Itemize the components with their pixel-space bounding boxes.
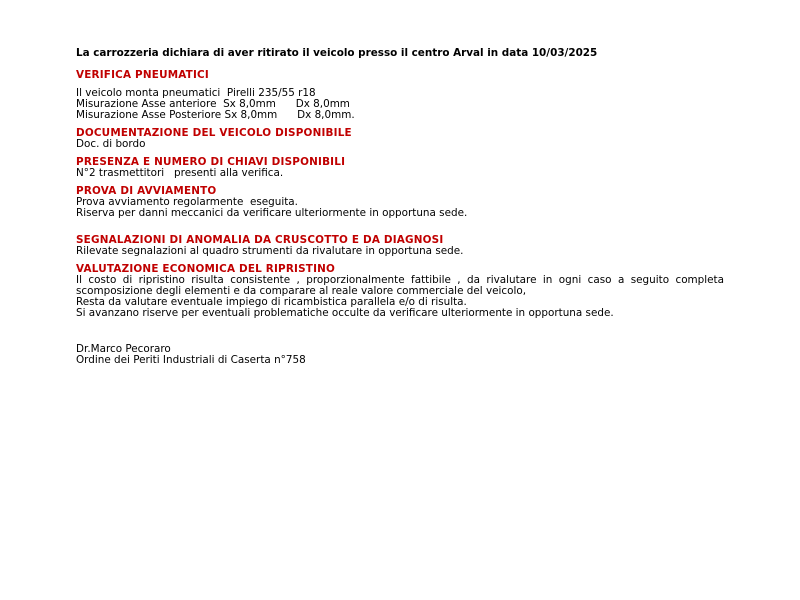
keys-line: N°2 trasmettitori presenti alla verifica.: [76, 167, 284, 179]
startup-result-line: Prova avviamento regolarmente eseguita.: [76, 196, 298, 208]
intro-statement: La carrozzeria dichiara di aver ritirato il veicolo presso il centro Arval in data 10/03/2025: [76, 47, 598, 59]
tyres-rear-axle-line: Misurazione Asse Posteriore Sx 8,0mm Dx 8,0mm.: [76, 109, 355, 121]
diagnosis-line: Rilevate segnalazioni al quadro strumenti da rivalutare in opportuna sede.: [76, 245, 464, 257]
signature-registry: Ordine dei Periti Industriali di Caserta n°758: [76, 354, 306, 366]
economic-parts-paragraph: Resta da valutare eventuale impiego di ricambistica parallela e/o di risulta.: [76, 296, 467, 308]
documents-heading: DOCUMENTAZIONE DEL VEICOLO DISPONIBILE: [76, 127, 352, 139]
report-page: [76, 48, 724, 366]
startup-reserve-line: Riserva per danni meccanici da verificare ulteriormente in opportuna sede.: [76, 207, 468, 219]
economic-reserve-paragraph: Si avanzano riserve per eventuali problematiche occulte da verificare ulteriormente in opportuna sede.: [76, 307, 614, 319]
documents-line: Doc. di bordo: [76, 138, 146, 150]
tyres-brand-line: Il veicolo monta pneumatici Pirelli 235/55 r18: [76, 87, 316, 99]
tyres-heading: VERIFICA PNEUMATICI: [76, 69, 209, 81]
signature-name: Dr.Marco Pecoraro: [76, 343, 171, 355]
economic-cost-paragraph: Il costo di ripristino risulta consistente , proporzionalmente fattibile , da rivalutare in ogni caso a seguito completa scomposizione degli elementi e da comparare al reale valore commerciale del veicolo,: [76, 274, 724, 297]
keys-heading: PRESENZA E NUMERO DI CHIAVI DISPONIBILI: [76, 156, 346, 168]
diagnosis-heading: SEGNALAZIONI DI ANOMALIA DA CRUSCOTTO E DA DIAGNOSI: [76, 234, 444, 246]
economic-heading: VALUTAZIONE ECONOMICA DEL RIPRISTINO: [76, 263, 336, 275]
startup-heading: PROVA DI AVVIAMENTO: [76, 185, 217, 197]
tyres-front-axle-line: Misurazione Asse anteriore Sx 8,0mm Dx 8,0mm: [76, 98, 350, 110]
